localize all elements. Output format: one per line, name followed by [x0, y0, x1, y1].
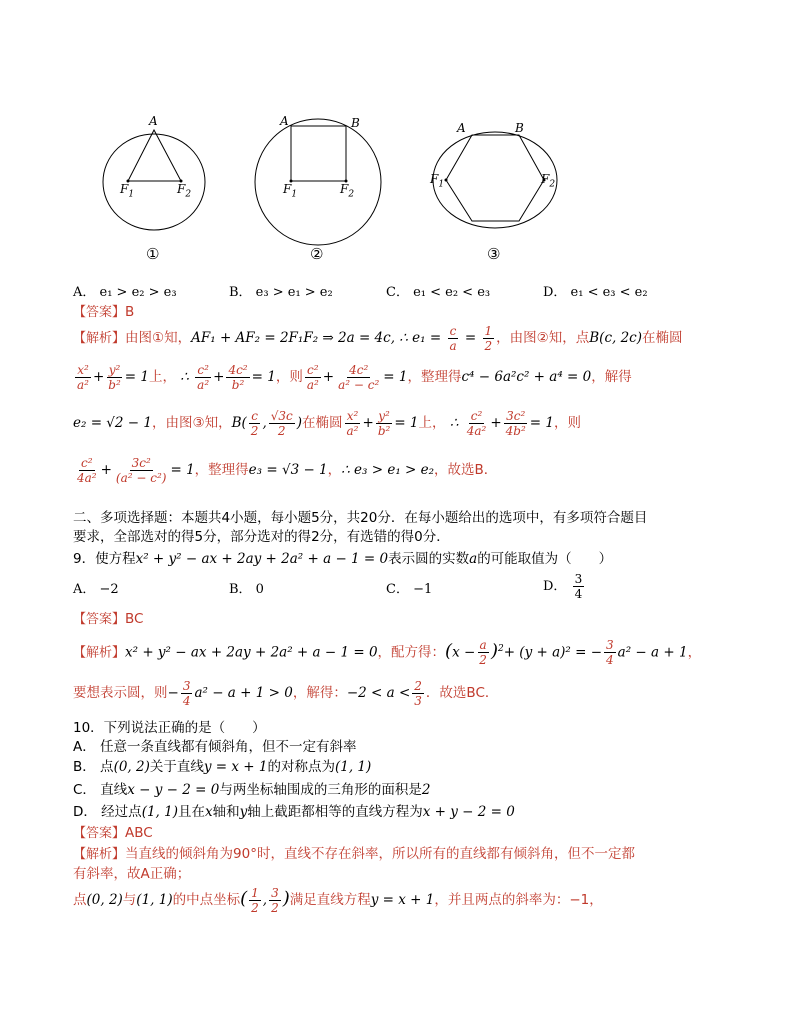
fig2-label-f1: $F_1$ [283, 182, 298, 200]
fig3-caption: ③ [487, 245, 501, 263]
q8-answer: 【答案】B [73, 304, 135, 320]
fig3-label-a: A [457, 121, 466, 135]
fig3-label-f1: $F_1$ [430, 172, 445, 190]
q9-option-d: D． $\frac{3}{4}$ [543, 572, 583, 601]
fig1-label-f1: $F_1$ [120, 182, 135, 200]
fig2-label-b: B [351, 116, 360, 130]
q9-answer: 【答案】BC [73, 611, 144, 627]
q10-analysis-line1: 【解析】当直线的倾斜角为90°时，直线不存在斜率，所以所有的直线都有倾斜角，但不一定都 [73, 846, 635, 862]
section2-line2: 要求，全部选对的得5分，部分选对的得2分，有选错的得0分． [73, 529, 450, 545]
fig1-label-f2: $F_2$ [177, 182, 192, 200]
q9-analysis-line2: 要想表示圆，则− $\frac{3}{4}$ a² − a + 1 > 0，解得：−2 < a < $\frac{2}{3}$ ．故选BC． [73, 678, 499, 708]
q8-option-d: D． e₁ < e₃ < e₂ [543, 285, 648, 300]
q8-analysis-line3: e₂ = √2 − 1，由图③知，B( $\frac{c}{2}$ , $\frac{√3c}{2}$ )在椭圆 $\frac{\text{x²}}{\text{a²}}$ + $\frac{\text{y²}}{\text{b²}}$ = 1上， ∴ $\frac{\text{c²}}{\text{4a²}}$ + $\frac{\text{3c²}}{\text{4b²}}$ = 1，则 [73, 408, 581, 438]
fig3-label-f2: $F_2$ [541, 172, 556, 190]
q8-option-b: B． e₃ > e₁ > e₂ [229, 285, 333, 300]
fig3-hexagon [446, 135, 544, 221]
q9-analysis-line1: 【解析】x² + y² − ax + 2ay + 2a² + a − 1 = 0，配方得：(x − $\frac{a}{2}$ )$^2$+ (y + a)² = − $\frac{3}{4}$ a² − a + 1， [73, 638, 702, 667]
section2-line1: 二、多项选择题：本题共4小题，每小题5分，共20分．在每小题给出的选项中，有多项符合题目 [73, 510, 648, 526]
fig2-square [291, 126, 346, 181]
q9-option-a: A． −2 [73, 582, 119, 597]
fig2-caption: ② [310, 245, 324, 263]
q10-answer: 【答案】ABC [73, 825, 153, 841]
q9-stem: 9．使方程x² + y² − ax + 2ay + 2a² + a − 1 = 0表示圆的实数a的可能取值为（ ） [73, 551, 613, 567]
q8-option-c: C． e₁ < e₂ < e₃ [386, 285, 491, 300]
fig1-caption: ① [146, 245, 160, 263]
fig3-ellipse [433, 132, 557, 228]
q10-option-b: B． 点(0, 2)关于直线y = x + 1的对称点为(1, 1) [73, 759, 372, 775]
q10-analysis-line3: 点(0, 2)与(1, 1)的中点坐标( $\frac{1}{2}$ , $\frac{3}{2}$ )满足直线方程y = x + 1，并且两点的斜率为：−1， [73, 885, 603, 915]
q10-option-d: D． 经过点(1, 1)且在x轴和y轴上截距都相等的直线方程为x + y − 2 = 0 [73, 804, 515, 820]
fig2-label-a: A [280, 114, 289, 128]
fig2-label-f2: $F_2$ [340, 182, 355, 200]
q10-analysis-line2: 有斜率，故A正确； [73, 866, 191, 882]
q10-stem: 10．下列说法正确的是（ ） [73, 720, 266, 736]
q8-analysis-line4: $\frac{\text{c²}}{\text{4a²}}$ + $\frac{\text{3c²}}{\text{(a² − c²)}}$ = 1，整理得e₃ = √3 − 1，∴ e₃ > e₁ > e₂，故选B． [77, 455, 498, 485]
q10-option-a: A． 任意一条直线都有倾斜角，但不一定有斜率 [73, 739, 357, 755]
fig1-label-a: A [149, 114, 158, 128]
fig2-ellipse [255, 119, 381, 245]
q8-option-a: A． e₁ > e₂ > e₃ [73, 285, 177, 300]
q9-option-b: B． 0 [229, 582, 264, 597]
q10-option-c: C． 直线x − y − 2 = 0与两坐标轴围成的三角形的面积是2 [73, 782, 431, 798]
q8-analysis-line1: 【解析】由图①知，AF₁ + AF₂ = 2F₁F₂ ⇒ 2a = 4c, ∴ e₁ = $\frac{c}{a}$ = $\frac{1}{2}$ ，由图②知，点B(c, 2c)在椭圆 [73, 323, 683, 353]
q9-option-c: C． −1 [386, 582, 433, 597]
fig3-label-b: B [515, 121, 524, 135]
q8-analysis-line2: $\frac{\text{x²}}{\text{a²}}$ + $\frac{\text{y²}}{\text{b²}}$ = 1上， ∴ $\frac{\text{c²}}{\text{a²}}$ + $\frac{\text{4c²}}{\text{b²}}$ = 1，则 $\frac{\text{c²}}{\text{a²}}$ + $\frac{\text{4c²}}{\text{a² − c²}}$ = 1，整理得c⁴ − 6a²c² + a⁴ = 0，解得 [77, 362, 632, 392]
